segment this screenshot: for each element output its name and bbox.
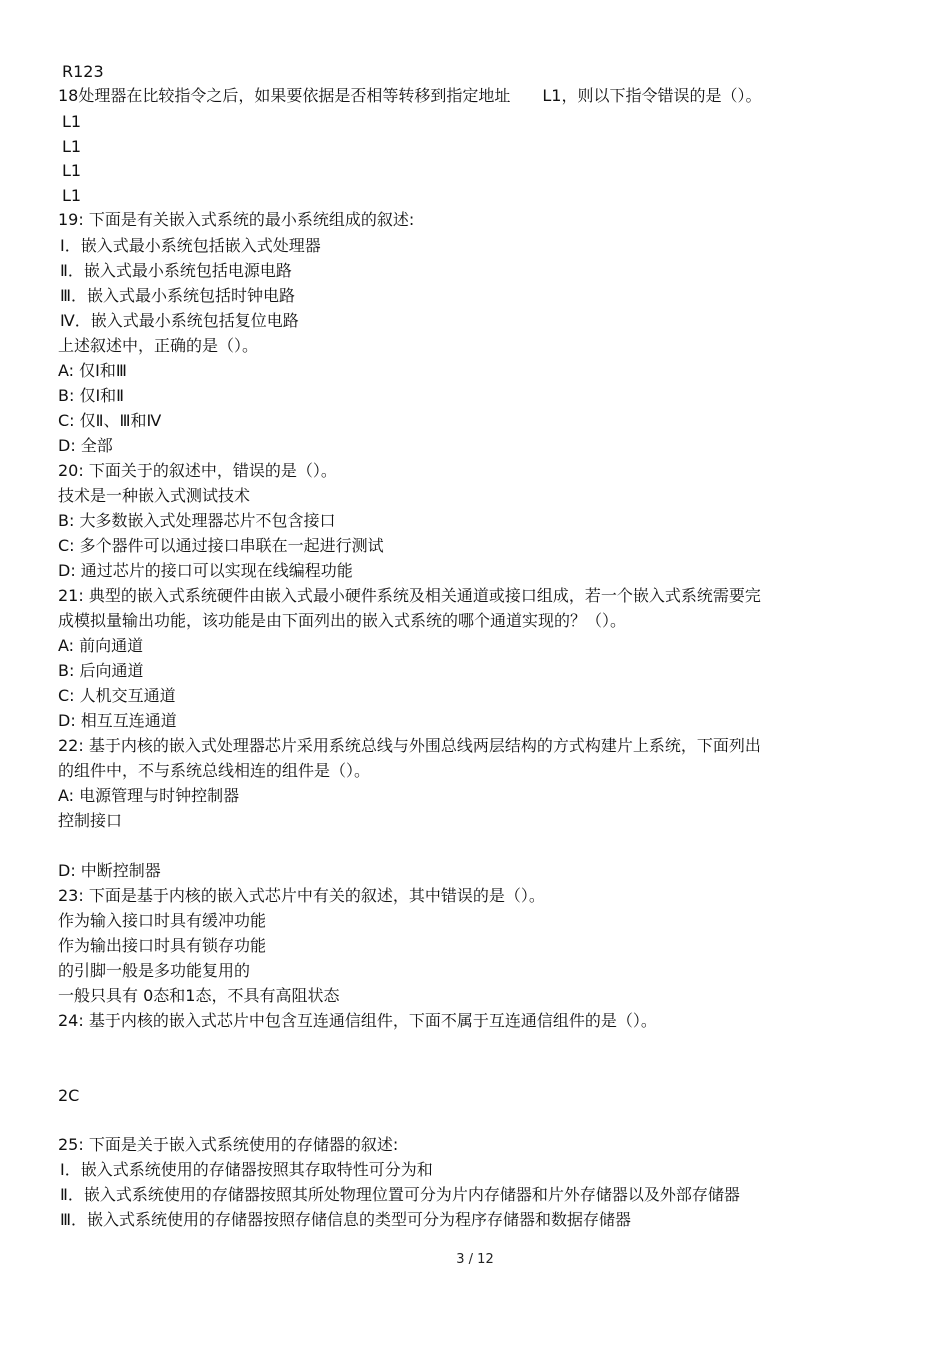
statement-line: Ⅳ．嵌入式最小系统包括复位电路 xyxy=(60,311,299,330)
question-18: 18处理器在比较指令之后，如果要依据是否相等转移到指定地址 L1，则以下指令错误的是（）。 xyxy=(58,86,762,105)
question-19: 19: 下面是有关嵌入式系统的最小系统组成的叙述: xyxy=(58,210,415,229)
text-line: R123 xyxy=(62,62,104,81)
option-line: L1 xyxy=(62,161,82,180)
text-line: 成模拟量输出功能，该功能是由下面列出的嵌入式系统的哪个通道实现的？（）。 xyxy=(58,611,627,630)
statement-line: Ⅰ．嵌入式系统使用的存储器按照其存取特性可分为和 xyxy=(60,1160,433,1179)
option-line: C: 仅Ⅱ、Ⅲ和Ⅳ xyxy=(58,411,162,430)
statement-line: Ⅱ．嵌入式系统使用的存储器按照其所处物理位置可分为片内存储器和片外存储器以及外部存储器 xyxy=(60,1185,740,1204)
statement-line: Ⅱ．嵌入式最小系统包括电源电路 xyxy=(60,261,292,280)
option-line: 作为输入接口时具有缓冲功能 xyxy=(58,911,267,930)
option-line: 控制接口 xyxy=(58,811,123,830)
text-line: 上述叙述中，正确的是（）。 xyxy=(58,336,259,355)
question-21: 21: 典型的嵌入式系统硬件由嵌入式最小硬件系统及相关通道或接口组成，若一个嵌入式系统需要完 xyxy=(58,586,761,605)
option-line: D: 通过芯片的接口可以实现在线编程功能 xyxy=(58,561,353,580)
option-line: B: 大多数嵌入式处理器芯片不包含接口 xyxy=(58,511,336,530)
question-25: 25: 下面是关于嵌入式系统使用的存储器的叙述: xyxy=(58,1135,399,1154)
option-line: C: 多个器件可以通过接口串联在一起进行测试 xyxy=(58,536,384,555)
option-line: 一般只具有 0态和1态，不具有高阻状态 xyxy=(58,986,340,1005)
option-line: L1 xyxy=(62,112,82,131)
option-line: 2C xyxy=(58,1086,80,1105)
option-line: B: 后向通道 xyxy=(58,661,144,680)
statement-line: Ⅲ．嵌入式最小系统包括时钟电路 xyxy=(60,286,296,305)
option-line: 作为输出接口时具有锁存功能 xyxy=(58,936,267,955)
option-line: A: 前向通道 xyxy=(58,636,144,655)
question-20: 20: 下面关于的叙述中，错误的是（）。 xyxy=(58,461,337,480)
text-line: 的组件中，不与系统总线相连的组件是（）。 xyxy=(58,761,371,780)
page-number: 3 / 12 xyxy=(456,1252,494,1267)
statement-line: Ⅲ．嵌入式系统使用的存储器按照存储信息的类型可分为程序存储器和数据存储器 xyxy=(60,1210,632,1229)
option-line: A: 仅Ⅰ和Ⅲ xyxy=(58,361,127,380)
option-line: A: 电源管理与时钟控制器 xyxy=(58,786,240,805)
option-line: B: 仅Ⅰ和Ⅱ xyxy=(58,386,125,405)
question-24: 24: 基于内核的嵌入式芯片中包含互连通信组件，下面不属于互连通信组件的是（）。 xyxy=(58,1011,657,1030)
question-22: 22: 基于内核的嵌入式处理器芯片采用系统总线与外围总线两层结构的方式构建片上系统，下面列出 xyxy=(58,736,761,755)
option-line: D: 相互互连通道 xyxy=(58,711,177,730)
option-line: L1 xyxy=(62,186,82,205)
option-line: L1 xyxy=(62,137,82,156)
question-23: 23: 下面是基于内核的嵌入式芯片中有关的叙述，其中错误的是（）。 xyxy=(58,886,545,905)
option-line: D: 全部 xyxy=(58,436,113,455)
option-line: 的引脚一般是多功能复用的 xyxy=(58,961,251,980)
statement-line: Ⅰ．嵌入式最小系统包括嵌入式处理器 xyxy=(60,236,321,255)
option-line: D: 中断控制器 xyxy=(58,861,161,880)
option-line: C: 人机交互通道 xyxy=(58,686,176,705)
option-line: 技术是一种嵌入式测试技术 xyxy=(58,486,251,505)
